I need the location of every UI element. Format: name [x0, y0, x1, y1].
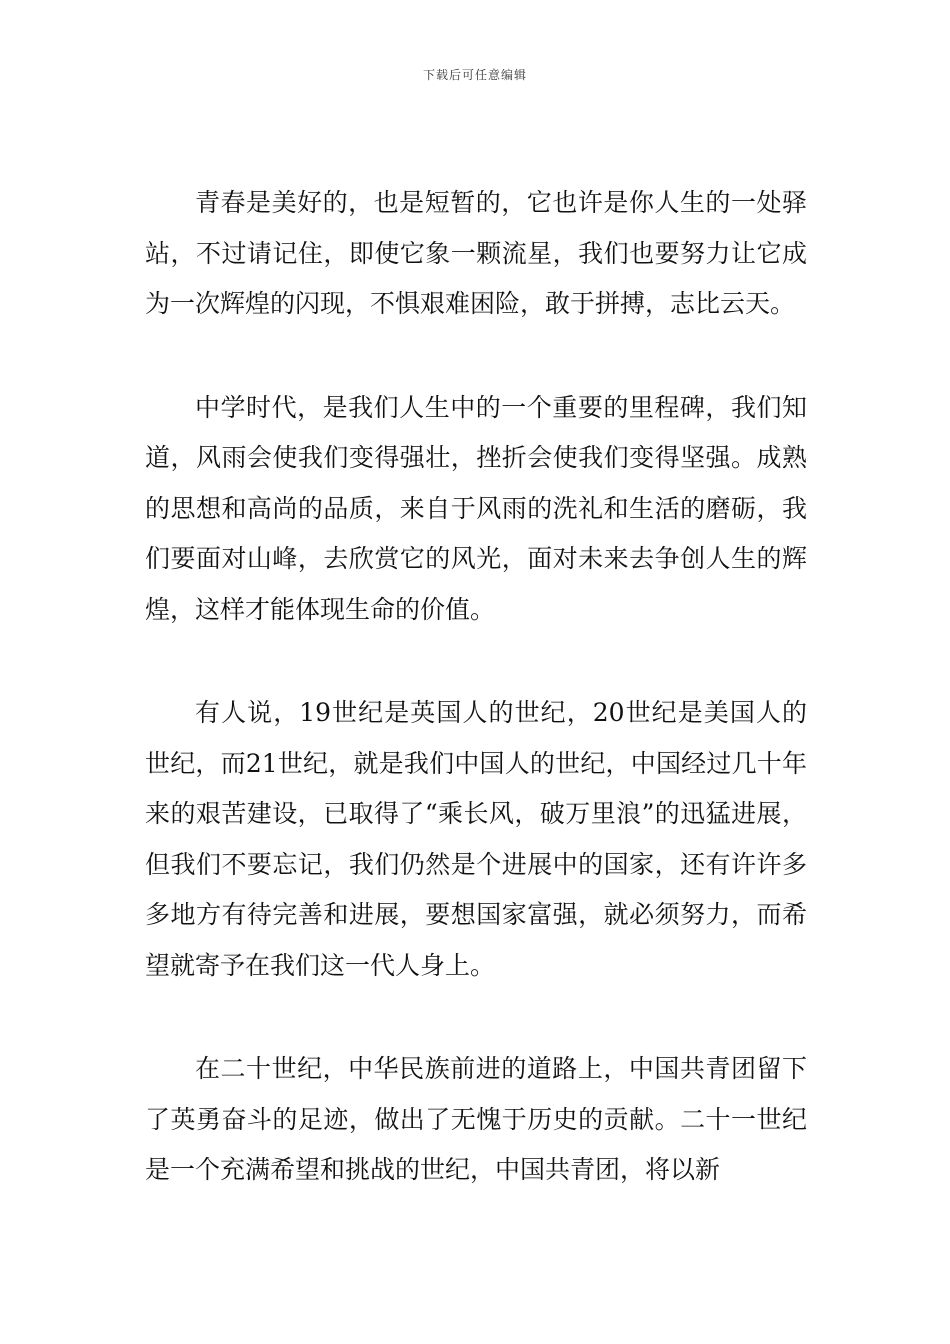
paragraph-2: 中学时代，是我们人生中的一个重要的里程碑，我们知道，风雨会使我们变得强壮，挫折会使我们变得坚强。成熟的思想和高尚的品质，来自于风雨的洗礼和生活的磨砺，我们要面对山峰，去欣赏它的风光，面对未来去争创人生的辉煌，这样才能体现生命的价值。: [145, 392, 807, 624]
header-note: 下载后可任意编辑: [422, 68, 527, 82]
document-body: [145, 178, 807, 1249]
paragraph-4: 在二十世纪，中华民族前进的道路上，中国共青团留下了英勇奋斗的足迹，做出了无愧于历史的贡献。二十一世纪是一个充满希望和挑战的世纪，中国共青团，将以新: [145, 1054, 807, 1184]
paragraph-1: 青春是美好的，也是短暂的，它也许是你人生的一处驿站，不过请记住，即使它象一颗流星，我们也要努力让它成为一次辉煌的闪现，不惧艰难困险，敢于拼搏，志比云天。: [145, 188, 807, 318]
paragraph-3: 有人说，19世纪是英国人的世纪，20世纪是美国人的世纪，而21世纪，就是我们中国人的世纪，中国经过几十年来的艰苦建设，已取得了“乘长风，破万里浪”的迅猛进展，但我们不要忘记，我们仍然是个进展中的国家，还有许许多多地方有待完善和进展，要想国家富强，就必须努力，而希望就寄予在我们这一代人身上。: [145, 698, 807, 980]
